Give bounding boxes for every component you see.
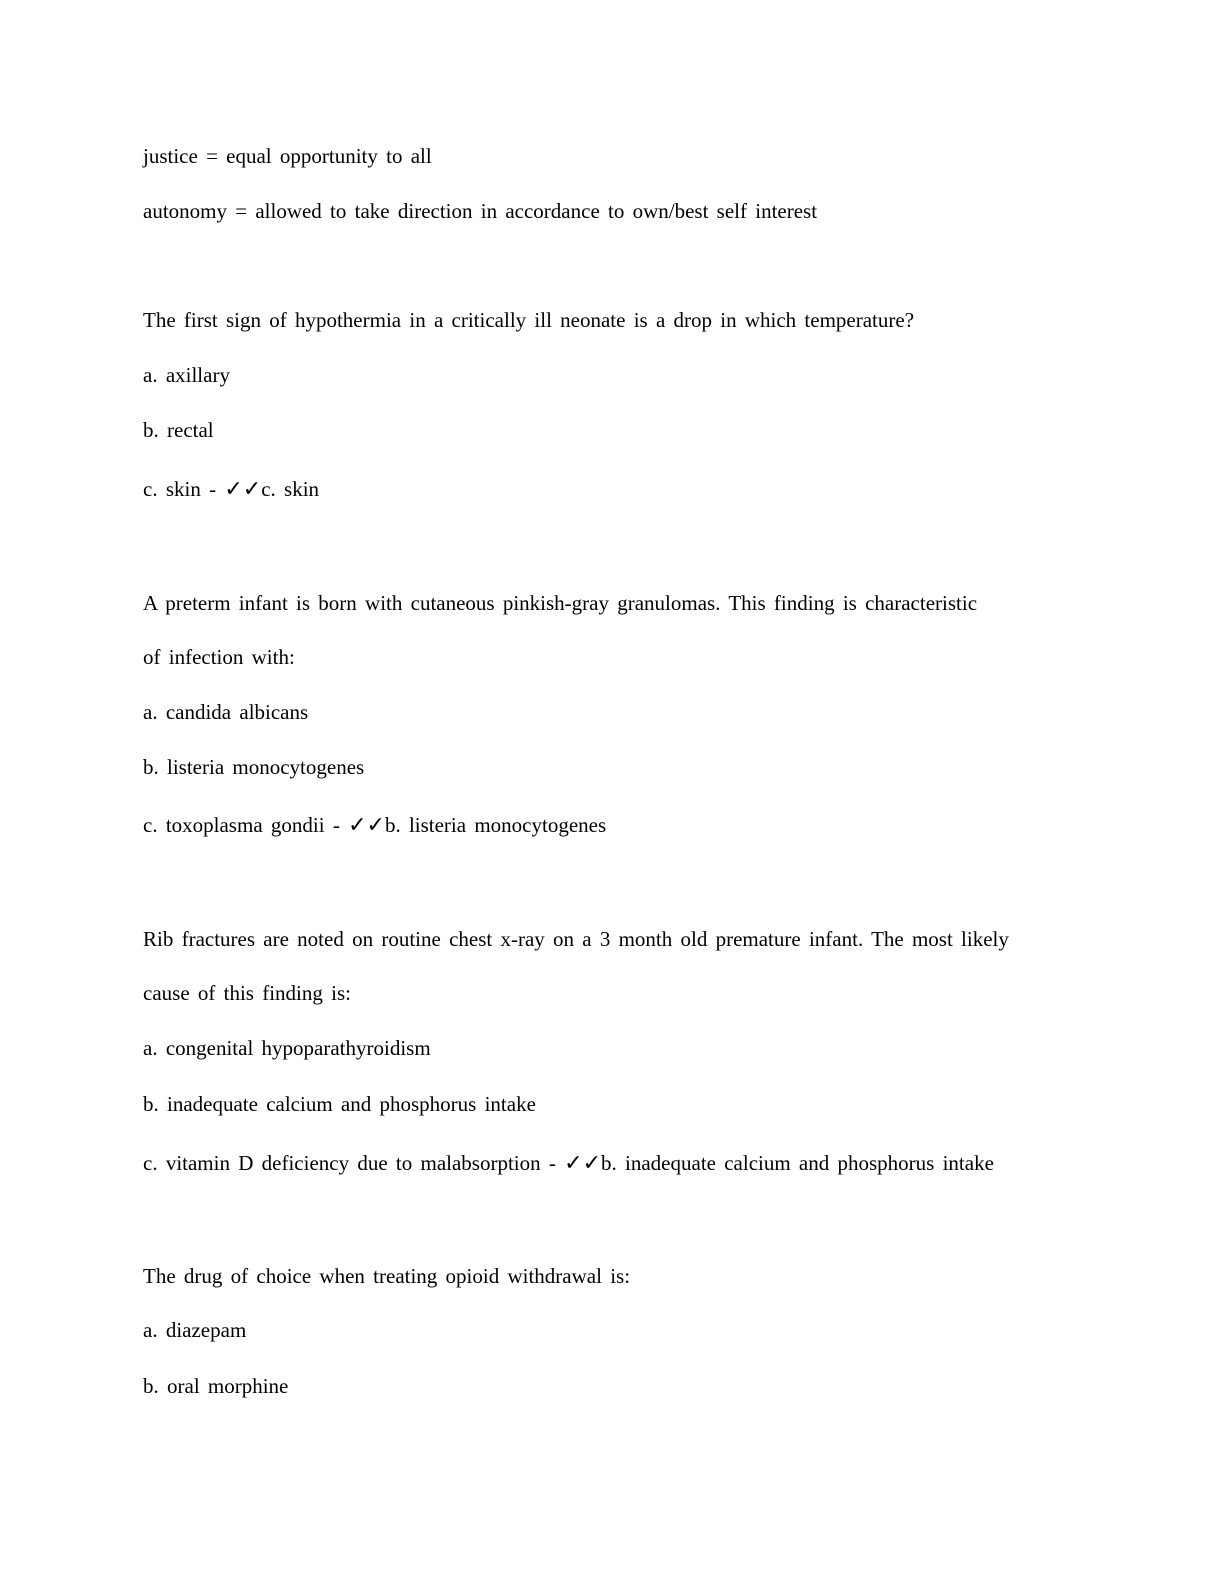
question-3-answer: b. inadequate calcium and phosphorus intake [601, 1151, 994, 1175]
question-1-option-c: c. skin [143, 477, 201, 501]
question-2-stem-line-2: of infection with: [143, 645, 295, 669]
question-4-option-b: b. oral morphine [143, 1374, 289, 1398]
question-3-stem-line-1: Rib fractures are noted on routine chest x-ray on a 3 month old premature infant. The most likely [143, 927, 1009, 951]
answer-separator: - [200, 477, 225, 501]
double-check-icon: ✓✓ [348, 813, 385, 838]
question-4-option-a: a. diazepam [143, 1318, 247, 1342]
answer-separator: - [540, 1151, 565, 1175]
question-2-option-c: c. toxoplasma gondii [143, 813, 325, 837]
question-2-stem-line-1: A preterm infant is born with cutaneous pinkish-gray granulomas. This finding is characteristic [143, 591, 978, 615]
question-2-answer: b. listeria monocytogenes [384, 813, 607, 837]
definition-autonomy: autonomy = allowed to take direction in accordance to own/best self interest [143, 199, 818, 223]
question-3-option-b: b. inadequate calcium and phosphorus intake [143, 1092, 536, 1116]
double-check-icon: ✓✓ [564, 1151, 602, 1176]
double-check-icon: ✓✓ [224, 477, 262, 502]
question-2-option-b: b. listeria monocytogenes [143, 755, 365, 779]
question-1-stem: The first sign of hypothermia in a critically ill neonate is a drop in which temperature? [143, 308, 915, 332]
question-1-answer: c. skin [261, 477, 320, 501]
question-4-stem: The drug of choice when treating opioid withdrawal is: [143, 1264, 631, 1288]
definition-justice: justice = equal opportunity to all [143, 144, 432, 168]
question-3-option-a: a. congenital hypoparathyroidism [143, 1036, 431, 1060]
question-3-option-c: c. vitamin D deficiency due to malabsorption [143, 1151, 541, 1175]
question-1-option-a: a. axillary [143, 363, 230, 387]
answer-separator: - [324, 813, 349, 837]
question-1-option-c-with-answer [143, 475, 319, 504]
question-1-option-b: b. rectal [143, 418, 214, 442]
question-2-option-a: a. candida albicans [143, 700, 309, 724]
question-3-stem-line-2: cause of this finding is: [143, 981, 351, 1005]
question-2-option-c-with-answer [143, 811, 606, 840]
question-3-option-c-with-answer [143, 1149, 994, 1178]
